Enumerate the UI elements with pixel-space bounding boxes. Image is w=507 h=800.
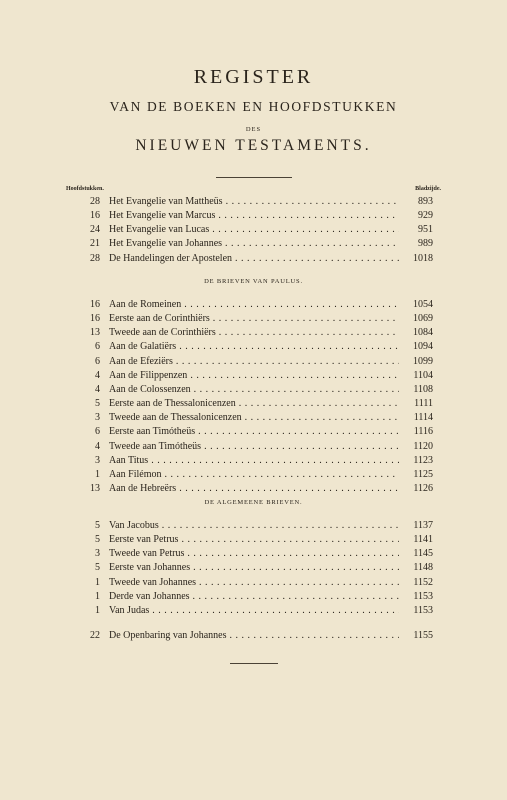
book-name: Tweede aan de Thessalonicenzen . . . [109,411,399,425]
register-row [65,561,437,575]
chapter-count: 4 [95,369,100,381]
chapter-count: 6 [95,426,100,438]
register-row [65,590,437,604]
chapter-count: 28 [90,196,100,207]
page-number: 1153 [413,590,433,602]
section-heading: DE BRIEVEN VAN PAULUS. [204,278,303,285]
chapter-count: 21 [90,238,100,250]
chapter-count: 24 [90,224,100,236]
chapter-count: 5 [95,534,100,546]
bottom-divider [230,663,278,664]
book-name: Het Evangelie van Mattheüs . . . [109,195,399,209]
chapter-count: 28 [90,252,100,264]
book-name: Aan de Efeziërs . . . [109,355,399,369]
page-number: 1125 [413,468,433,480]
page-number: 1108 [413,383,433,395]
book-name: Van Jacobus . . . [109,519,399,533]
book-name: Aan Filémon . . . [109,468,399,482]
register-row [65,298,437,312]
book-name: Tweede aan Timótheüs . . . [109,440,399,454]
page-subtitle-des: DES [245,126,262,133]
chapter-count: 1 [95,590,100,602]
register-row [65,425,437,439]
chapter-count: 1 [95,468,100,480]
book-name: Aan de Romeinen . . . [109,298,399,312]
book-name: Tweede van Johannes . . . [109,576,399,590]
book-name: Derde van Johannes . . . [109,590,399,604]
book-name: Het Evangelie van Marcus . . . [109,209,399,223]
page-number: 1114 [413,412,433,424]
book-name: Tweede van Petrus . . . [109,547,399,561]
page-number: 1123 [413,454,433,466]
register-row [65,411,437,425]
book-name: Van Judas . . . [109,604,399,618]
register-row [65,195,437,209]
register-row [65,252,437,266]
book-name: Eerste van Johannes . . . [109,561,399,575]
page-number: 929 [418,210,433,222]
book-name: Aan de Galatiërs . . . [109,340,399,354]
register-row [65,209,437,223]
page-number: 1084 [413,327,433,339]
register-row [65,629,437,643]
chapter-count: 6 [95,355,100,367]
register-row [65,369,437,383]
page-number: 951 [418,224,433,236]
book-name: Eerste aan de Corinthiërs . . . [109,312,399,326]
book-name: Aan de Colossenzen . . . [109,383,399,397]
page-number: 989 [418,238,433,250]
register-row [65,383,437,397]
page-number: 1148 [413,562,433,574]
chapter-count: 3 [95,548,100,560]
page-number: 1069 [413,313,433,325]
chapter-count: 5 [95,562,100,574]
register-row [65,454,437,468]
chapter-count: 5 [95,398,100,410]
register-row [65,604,437,618]
chapter-count: 4 [95,440,100,452]
chapter-count: 16 [90,210,100,222]
book-name: De Openbaring van Johannes . . . [109,629,399,643]
chapter-count: 16 [90,313,100,325]
page-number: 1153 [413,604,433,616]
chapter-count: 5 [95,520,100,531]
chapter-count: 1 [95,604,100,616]
book-name: Het Evangelie van Johannes . . . [109,237,399,251]
book-name: Eerste aan de Thessalonicenzen . . . [109,397,399,411]
section-heading: DE ALGEMEENE BRIEVEN. [204,499,303,506]
chapter-count: 3 [95,412,100,424]
chapter-count: 16 [90,299,100,310]
page-number: 1126 [413,482,433,494]
register-row [65,340,437,354]
column-header-chapters: Hoofdstukken. [66,186,104,192]
page-number: 1116 [413,426,433,438]
chapter-count: 4 [95,383,100,395]
page-title: REGISTER [193,66,314,88]
page-number: 1018 [413,252,433,264]
register-row [65,482,437,496]
page-subtitle: VAN DE BOEKEN EN HOOFDSTUKKEN [109,99,398,114]
page-number: 1141 [413,534,433,546]
register-row [65,576,437,590]
register-row [65,468,437,482]
page-number: 1155 [413,630,433,641]
book-name: Aan Titus . . . [109,454,399,468]
book-name: Eerste van Petrus . . . [109,533,399,547]
page-number: 1099 [413,355,433,367]
chapter-count: 22 [90,630,100,641]
book-name: Eerste aan Timótheüs . . . [109,425,399,439]
book-name: Tweede aan de Corinthiërs . . . [109,326,399,340]
page-number: 1145 [413,548,433,560]
chapter-count: 13 [90,327,100,339]
page-number: 1094 [413,341,433,353]
page-number: 1054 [413,299,433,310]
chapter-count: 3 [95,454,100,466]
register-row [65,326,437,340]
chapter-count: 13 [90,482,100,494]
page-subtitle-testament: NIEUWEN TESTAMENTS. [135,137,372,154]
register-row [65,440,437,454]
book-name: Aan de Hebreërs . . . [109,482,399,496]
book-name: Het Evangelie van Lucas . . . [109,223,399,237]
column-header-pages: Bladzijde. [415,186,441,192]
page-number: 893 [418,196,433,207]
page-number: 1104 [413,369,433,381]
page-number: 1111 [414,398,433,410]
book-name: Aan de Filippenzen . . . [109,369,399,383]
book-name: De Handelingen der Apostelen . . . [109,252,399,266]
page-number: 1137 [413,520,433,531]
register-row [65,547,437,561]
register-row [65,533,437,547]
register-row [65,237,437,251]
page-number: 1152 [413,576,433,588]
register-row [65,223,437,237]
page-number: 1120 [413,440,433,452]
register-row [65,519,437,533]
chapter-count: 1 [95,576,100,588]
register-row [65,312,437,326]
top-divider [216,177,292,178]
register-row [65,355,437,369]
chapter-count: 6 [95,341,100,353]
register-row [65,397,437,411]
